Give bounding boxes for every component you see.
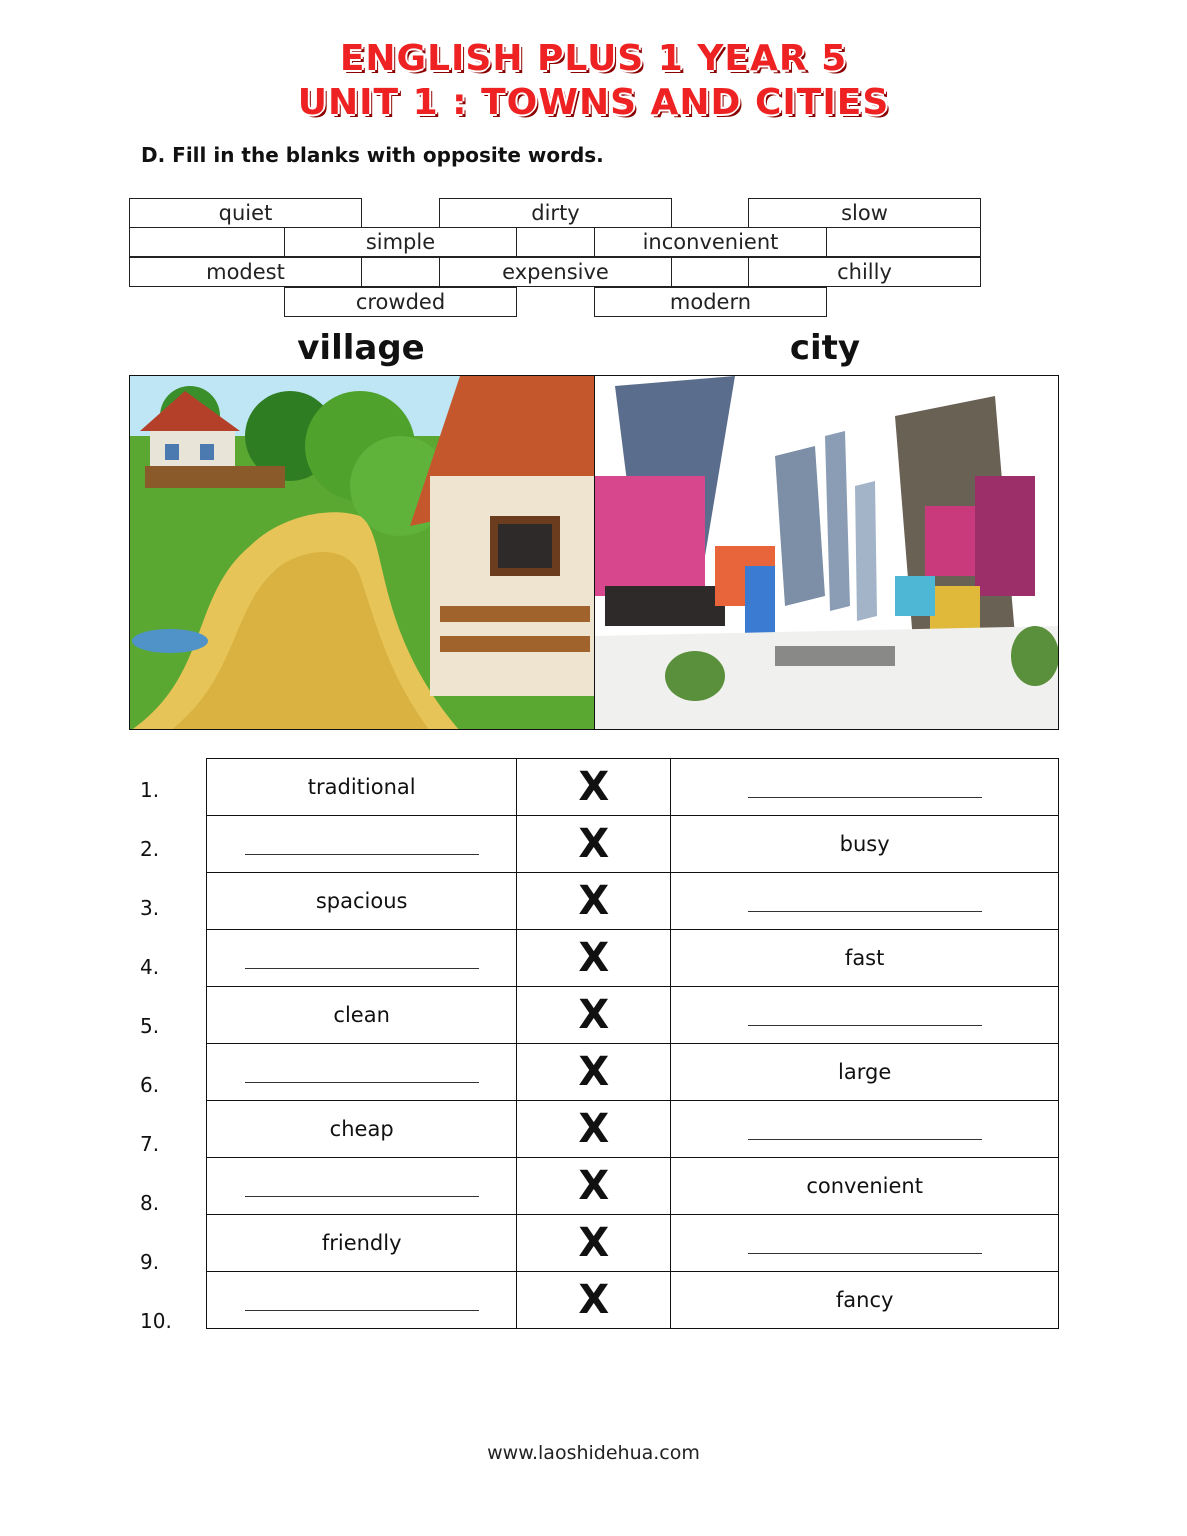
table-row xyxy=(207,1272,1059,1329)
item-number: 10. xyxy=(140,1309,172,1333)
answer-blank-line[interactable] xyxy=(748,785,982,798)
item-number: 6. xyxy=(140,1073,160,1097)
given-word: fancy xyxy=(671,1272,1059,1329)
answer-blank-line[interactable] xyxy=(245,1298,479,1311)
answer-blank-cell[interactable] xyxy=(671,873,1059,930)
answer-blank-cell[interactable] xyxy=(207,1044,517,1101)
x-mark: X xyxy=(517,1158,671,1215)
table-row xyxy=(207,816,1059,873)
word-bank-item: crowded xyxy=(284,287,517,317)
answer-blank-cell[interactable] xyxy=(207,1272,517,1329)
x-mark: X xyxy=(517,1215,671,1272)
word-bank-item: chilly xyxy=(748,257,981,287)
given-word: clean xyxy=(207,987,517,1044)
answer-blank-line[interactable] xyxy=(245,1070,479,1083)
given-word: cheap xyxy=(207,1101,517,1158)
city-illustration xyxy=(594,375,1059,730)
answer-blank-line[interactable] xyxy=(748,1241,982,1254)
word-bank-item: simple xyxy=(284,227,517,257)
worksheet-title-line2: UNIT 1 : TOWNS AND CITIES xyxy=(297,82,890,123)
answer-blank-cell[interactable] xyxy=(671,759,1059,816)
given-word: friendly xyxy=(207,1215,517,1272)
table-row xyxy=(207,1158,1059,1215)
x-mark: X xyxy=(517,1101,671,1158)
word-bank-item: modern xyxy=(594,287,827,317)
word-bank-item: slow xyxy=(748,198,981,228)
x-mark: X xyxy=(517,873,671,930)
worksheet-title-line1: ENGLISH PLUS 1 YEAR 5 xyxy=(339,38,848,79)
city-heading: city xyxy=(789,328,861,368)
answer-blank-cell[interactable] xyxy=(207,816,517,873)
answer-blank-line[interactable] xyxy=(245,956,479,969)
answer-blank-line[interactable] xyxy=(748,899,982,912)
opposites-table xyxy=(206,758,1059,1329)
word-bank-item: modest xyxy=(129,257,362,287)
item-number: 3. xyxy=(140,896,160,920)
item-number: 4. xyxy=(140,955,160,979)
x-mark: X xyxy=(517,816,671,873)
item-number: 9. xyxy=(140,1250,160,1274)
x-mark: X xyxy=(517,987,671,1044)
instruction-text: D. Fill in the blanks with opposite words. xyxy=(141,143,604,167)
answer-blank-cell[interactable] xyxy=(207,1158,517,1215)
word-bank-spacer xyxy=(516,227,595,257)
answer-blank-cell[interactable] xyxy=(207,930,517,987)
table-row xyxy=(207,930,1059,987)
x-mark: X xyxy=(517,930,671,987)
word-bank-spacer xyxy=(129,227,285,257)
village-heading: village xyxy=(297,328,425,368)
table-row xyxy=(207,1215,1059,1272)
answer-blank-cell[interactable] xyxy=(671,1215,1059,1272)
word-bank-item: expensive xyxy=(439,257,672,287)
answer-blank-line[interactable] xyxy=(748,1127,982,1140)
footer-url: www.laoshidehua.com xyxy=(487,1442,700,1464)
word-bank-item: inconvenient xyxy=(594,227,827,257)
given-word: traditional xyxy=(207,759,517,816)
given-word: busy xyxy=(671,816,1059,873)
given-word: spacious xyxy=(207,873,517,930)
answer-blank-line[interactable] xyxy=(245,1184,479,1197)
table-row xyxy=(207,1101,1059,1158)
answer-blank-cell[interactable] xyxy=(671,987,1059,1044)
word-bank-spacer xyxy=(361,257,440,287)
word-bank-item: dirty xyxy=(439,198,672,228)
item-number: 2. xyxy=(140,837,160,861)
table-row xyxy=(207,987,1059,1044)
given-word: large xyxy=(671,1044,1059,1101)
word-bank-spacer xyxy=(826,227,981,257)
item-number: 7. xyxy=(140,1132,160,1156)
answer-blank-cell[interactable] xyxy=(671,1101,1059,1158)
word-bank-item: quiet xyxy=(129,198,362,228)
x-mark: X xyxy=(517,759,671,816)
given-word: convenient xyxy=(671,1158,1059,1215)
x-mark: X xyxy=(517,1044,671,1101)
given-word: fast xyxy=(671,930,1059,987)
word-bank-spacer xyxy=(671,257,749,287)
table-row xyxy=(207,759,1059,816)
village-illustration xyxy=(129,375,595,730)
item-number: 8. xyxy=(140,1191,160,1215)
answer-blank-line[interactable] xyxy=(245,842,479,855)
x-mark: X xyxy=(517,1272,671,1329)
item-number: 1. xyxy=(140,778,160,802)
answer-blank-line[interactable] xyxy=(748,1013,982,1026)
item-number: 5. xyxy=(140,1014,160,1038)
table-row xyxy=(207,1044,1059,1101)
table-row xyxy=(207,873,1059,930)
